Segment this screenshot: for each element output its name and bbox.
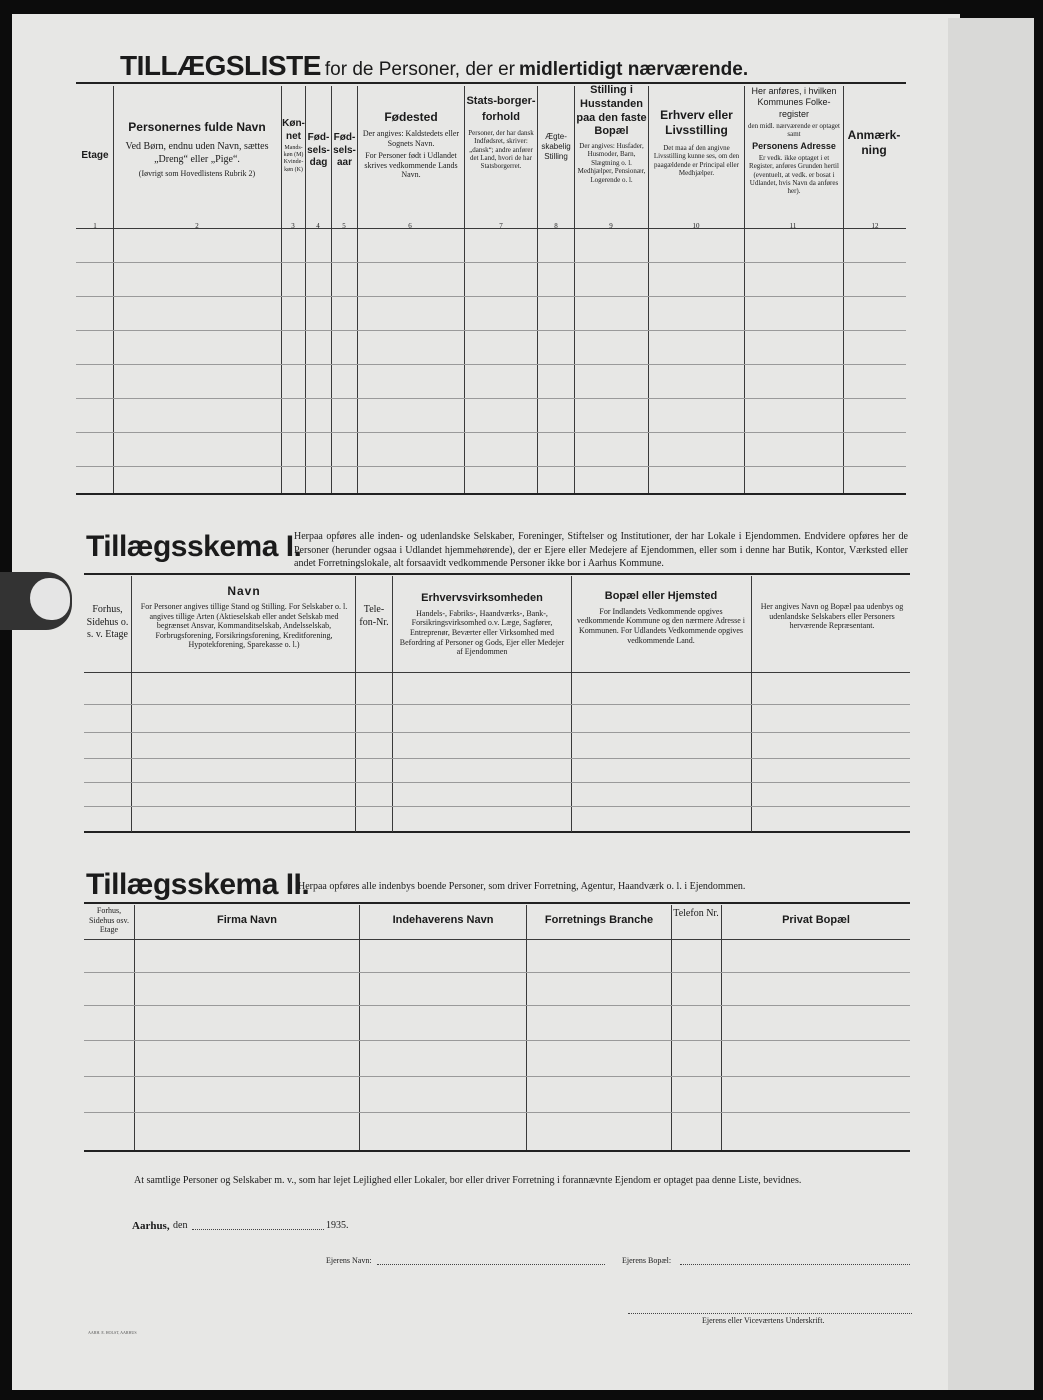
col-number: 12 [871,222,879,230]
main-title-bold: TILLÆGSLISTE [120,50,321,81]
certification-text: At samtlige Personer og Selskaber m. v., som har lejet Lejlighed eller Lokaler, bor eller driver Forretning i forannævnte Ejendom er optaget paa denne Liste, bevidnes. [134,1175,802,1186]
skema1-col-navn [138,584,350,650]
row-line [84,806,910,807]
col-header-etage: Etage [81,150,109,161]
skema1-col-erhverv-label: Erhvervsvirksomheden [421,592,543,604]
col-header-foedested-note: For Personer født i Udlandet skrives vedkommende Lands Navn. [364,151,458,180]
skema2-title: Tillægsskema II. [86,868,310,901]
main-title-rest-bold: midlertidigt nærværende. [519,59,749,80]
row-line [76,296,906,297]
col-number: 9 [609,222,613,230]
table-bottom-rule [76,493,906,495]
col-header-navn-note: (Iøvrigt som Hovedlistens Rubrik 2) [138,169,256,178]
col-number: 5 [342,222,346,230]
col-header-statsborger-sub: Personer, der har dansk Indfødsret, skriver: „dansk“; andre anfører det Land, hvori de har Statsborgerret. [468,128,534,171]
col-header-koen-label: Køn-net [282,118,305,142]
row-line [84,972,910,973]
row-line [76,330,906,331]
row-line [76,262,906,263]
col-header-navn-label: Personernes fulde Navn [128,120,266,134]
skema1-col-bopael [575,590,747,645]
row-line [84,1040,910,1041]
col-header-erhverv [650,108,743,178]
col-rule [134,905,135,1150]
col-header-erhverv-label: Erhverv eller Livsstilling [660,108,733,137]
skema2-col-indehaver: Indehaverens Navn [392,914,494,926]
skema2-col-branche: Forretnings Branche [544,914,654,926]
row-line [76,432,906,433]
skema1-title: Tillægsskema I. [86,530,302,563]
row-line [84,732,910,733]
next-page-edge [948,18,1034,1390]
col-rule [721,905,722,1150]
col-header-anmaerkning: Anmærk-ning [847,128,901,157]
row-line [84,1005,910,1006]
col-header-foedested-label: Fødested [384,110,438,124]
col-header-stilling [575,84,648,184]
col-header-folkeregister-label: Her anføres, i hvilken Kommunes Folke-register [751,86,837,119]
row-line [84,782,910,783]
col-header-folkeregister-sub: den midl. nærværende er optaget samt [748,121,840,139]
col-header-foedselsdag: Fød-sels-dag [307,132,330,168]
col-number: 3 [291,222,295,230]
col-header-koen [282,118,305,174]
skema2-col-telefon: Telefon Nr. [673,908,719,919]
table-bottom-rule [84,831,910,833]
table-top-rule [84,902,910,904]
col-number: 2 [195,222,199,230]
row-line [76,398,906,399]
col-header-folkeregister [746,86,842,196]
printer-mark: AARH. E. HOLST, AARHUS [88,1330,137,1335]
skema2-col-etage: Forhus, Sidehus osv. Etage [89,906,129,935]
date-field[interactable] [192,1229,324,1230]
skema1-col-navn-label: Navn [227,584,261,598]
year-label: 1935. [326,1220,349,1231]
col-header-folkeregister-note: Er vedk. ikke optaget i et Register, anføres Grunden hertil (eventuelt, at vedk. er bosat i Udlandet, hvis Navn da anføres her). [749,153,839,196]
row-line [84,1076,910,1077]
date-label: den [173,1220,188,1231]
col-header-stilling-label: Stilling i Husstanden paa den faste Bopæl [576,84,647,138]
col-header-erhverv-sub: Det maa af den angivne Livsstilling kunne ses, om den paagældende er Principal eller Medhjælper. [653,144,740,178]
col-header-adresse-label: Personens Adresse [752,140,836,151]
col-header-statsborger [466,94,536,171]
col-number: 8 [554,222,558,230]
skema1-col-repraesentant: Her angives Navn og Bopæl paa udenbys og udenlandske Selskabers eller Personers herværende Repræsentant. [760,602,904,631]
table-bottom-rule [84,1150,910,1152]
col-header-foedselsaar: Fød-sels-aar [333,132,356,168]
col-header-stilling-sub: Der angives: Husfader, Husmoder, Barn, Slægtning o. l. Medhjælper, Pensionær, Logerende o. l. [577,142,646,184]
skema1-col-bopael-sub: For Indlandets Vedkommende opgives vedkommende Kommune og den nærmere Adresse i Kommunen. For Udlandets Vedkommende opgives vedkommende Land. [577,606,745,645]
col-number: 10 [692,222,700,230]
header-bottom-rule [84,939,910,940]
col-number: 11 [789,222,797,230]
owner-address-field[interactable] [680,1264,910,1265]
skema1-description: Herpaa opføres alle inden- og udenlandske Selskaber, Foreninger, Stiftelser og Institutioner, der har Lokale i Ejendommen. Endvidere opføres her de Personer (herunder ogsaa i Udlandet hjemmehørende), der er Ejere eller Medejere af Ejendommen, eller som i denne har Butik, Kontor, Værksted eller andet Forretningslokale, alt forsaavidt vedkommende Personer ikke bor i Aarhus Kommune. [294,531,908,569]
col-header-aegteskabelig: Ægte-skabelig Stilling [541,132,571,161]
row-line [76,364,906,365]
col-number: 6 [408,222,412,230]
col-header-foedested [360,110,462,180]
main-title-rest: for de Personer, der er [324,59,515,80]
skema1-col-telefon: Tele-fon-Nr. [359,604,389,628]
signature-field[interactable] [628,1313,912,1314]
skema1-col-erhverv-sub: Handels-, Fabriks-, Haandværks-, Bank-, Forsikringsvirksomhed o.v. Læge, Sagfører, Entreprenør, Beværter eller Virksomhed med Befordring af Personer og Gods, Ejer eller Medejer af Ejendommen [399,608,565,657]
table-top-rule [76,82,906,84]
place-label: Aarhus, [132,1220,170,1232]
col-header-foedested-sub: Der angives: Kaldstedets eller Sognets Navn. [362,129,460,148]
header-bottom-rule [84,672,910,673]
skema1-col-erhverv [396,592,568,657]
skema1-col-navn-sub: For Personer angives tillige Stand og Stilling. For Selskaber o. l. angives tillige Arten (Aktieselskab eller andet Selskab med begrænset Ansvar, Kommanditselskab, Andelsselskab, Forbrugsforening, Forsikringsforening, Kreditforening, Hypotekforening, Sparekasse o. l.) [140,602,348,650]
signature-label: Ejerens eller Viceværtens Underskrift. [702,1316,825,1325]
skema1-col-etage: Forhus, Sidehus o. s. v. Etage [86,604,129,640]
row-line [76,466,906,467]
col-number: 1 [93,222,97,230]
owner-address-label: Ejerens Bopæl: [622,1256,672,1265]
col-header-koen-sub: Mands-køn (M) Kvinde-køn (K) [283,145,304,173]
skema2-col-privat-bopael: Privat Bopæl [782,914,850,926]
skema1-col-bopael-label: Bopæl eller Hjemsted [604,590,718,602]
col-rule [359,905,360,1150]
skema2-col-firma: Firma Navn [217,914,277,926]
col-rule [526,905,527,1150]
col-header-navn-sub: Ved Børn, endnu uden Navn, sættes „Dreng“ eller „Pige“. [125,141,269,165]
col-header-navn [116,120,278,179]
col-number: 7 [499,222,503,230]
col-number: 4 [316,222,320,230]
row-line [84,758,910,759]
owner-name-label: Ejerens Navn: [326,1256,372,1265]
table-top-rule [84,573,910,575]
row-line [84,1112,910,1113]
col-rule [671,905,672,1150]
row-line [84,704,910,705]
skema2-description: Herpaa opføres alle indenbys boende Personer, som driver Forretning, Agentur, Haandværk o. l. i Ejendommen. [298,881,746,892]
col-header-statsborger-label: Stats-borger-forhold [466,95,536,123]
main-title [120,50,748,82]
thumb-holding-page [0,572,72,630]
owner-name-field[interactable] [377,1264,605,1265]
